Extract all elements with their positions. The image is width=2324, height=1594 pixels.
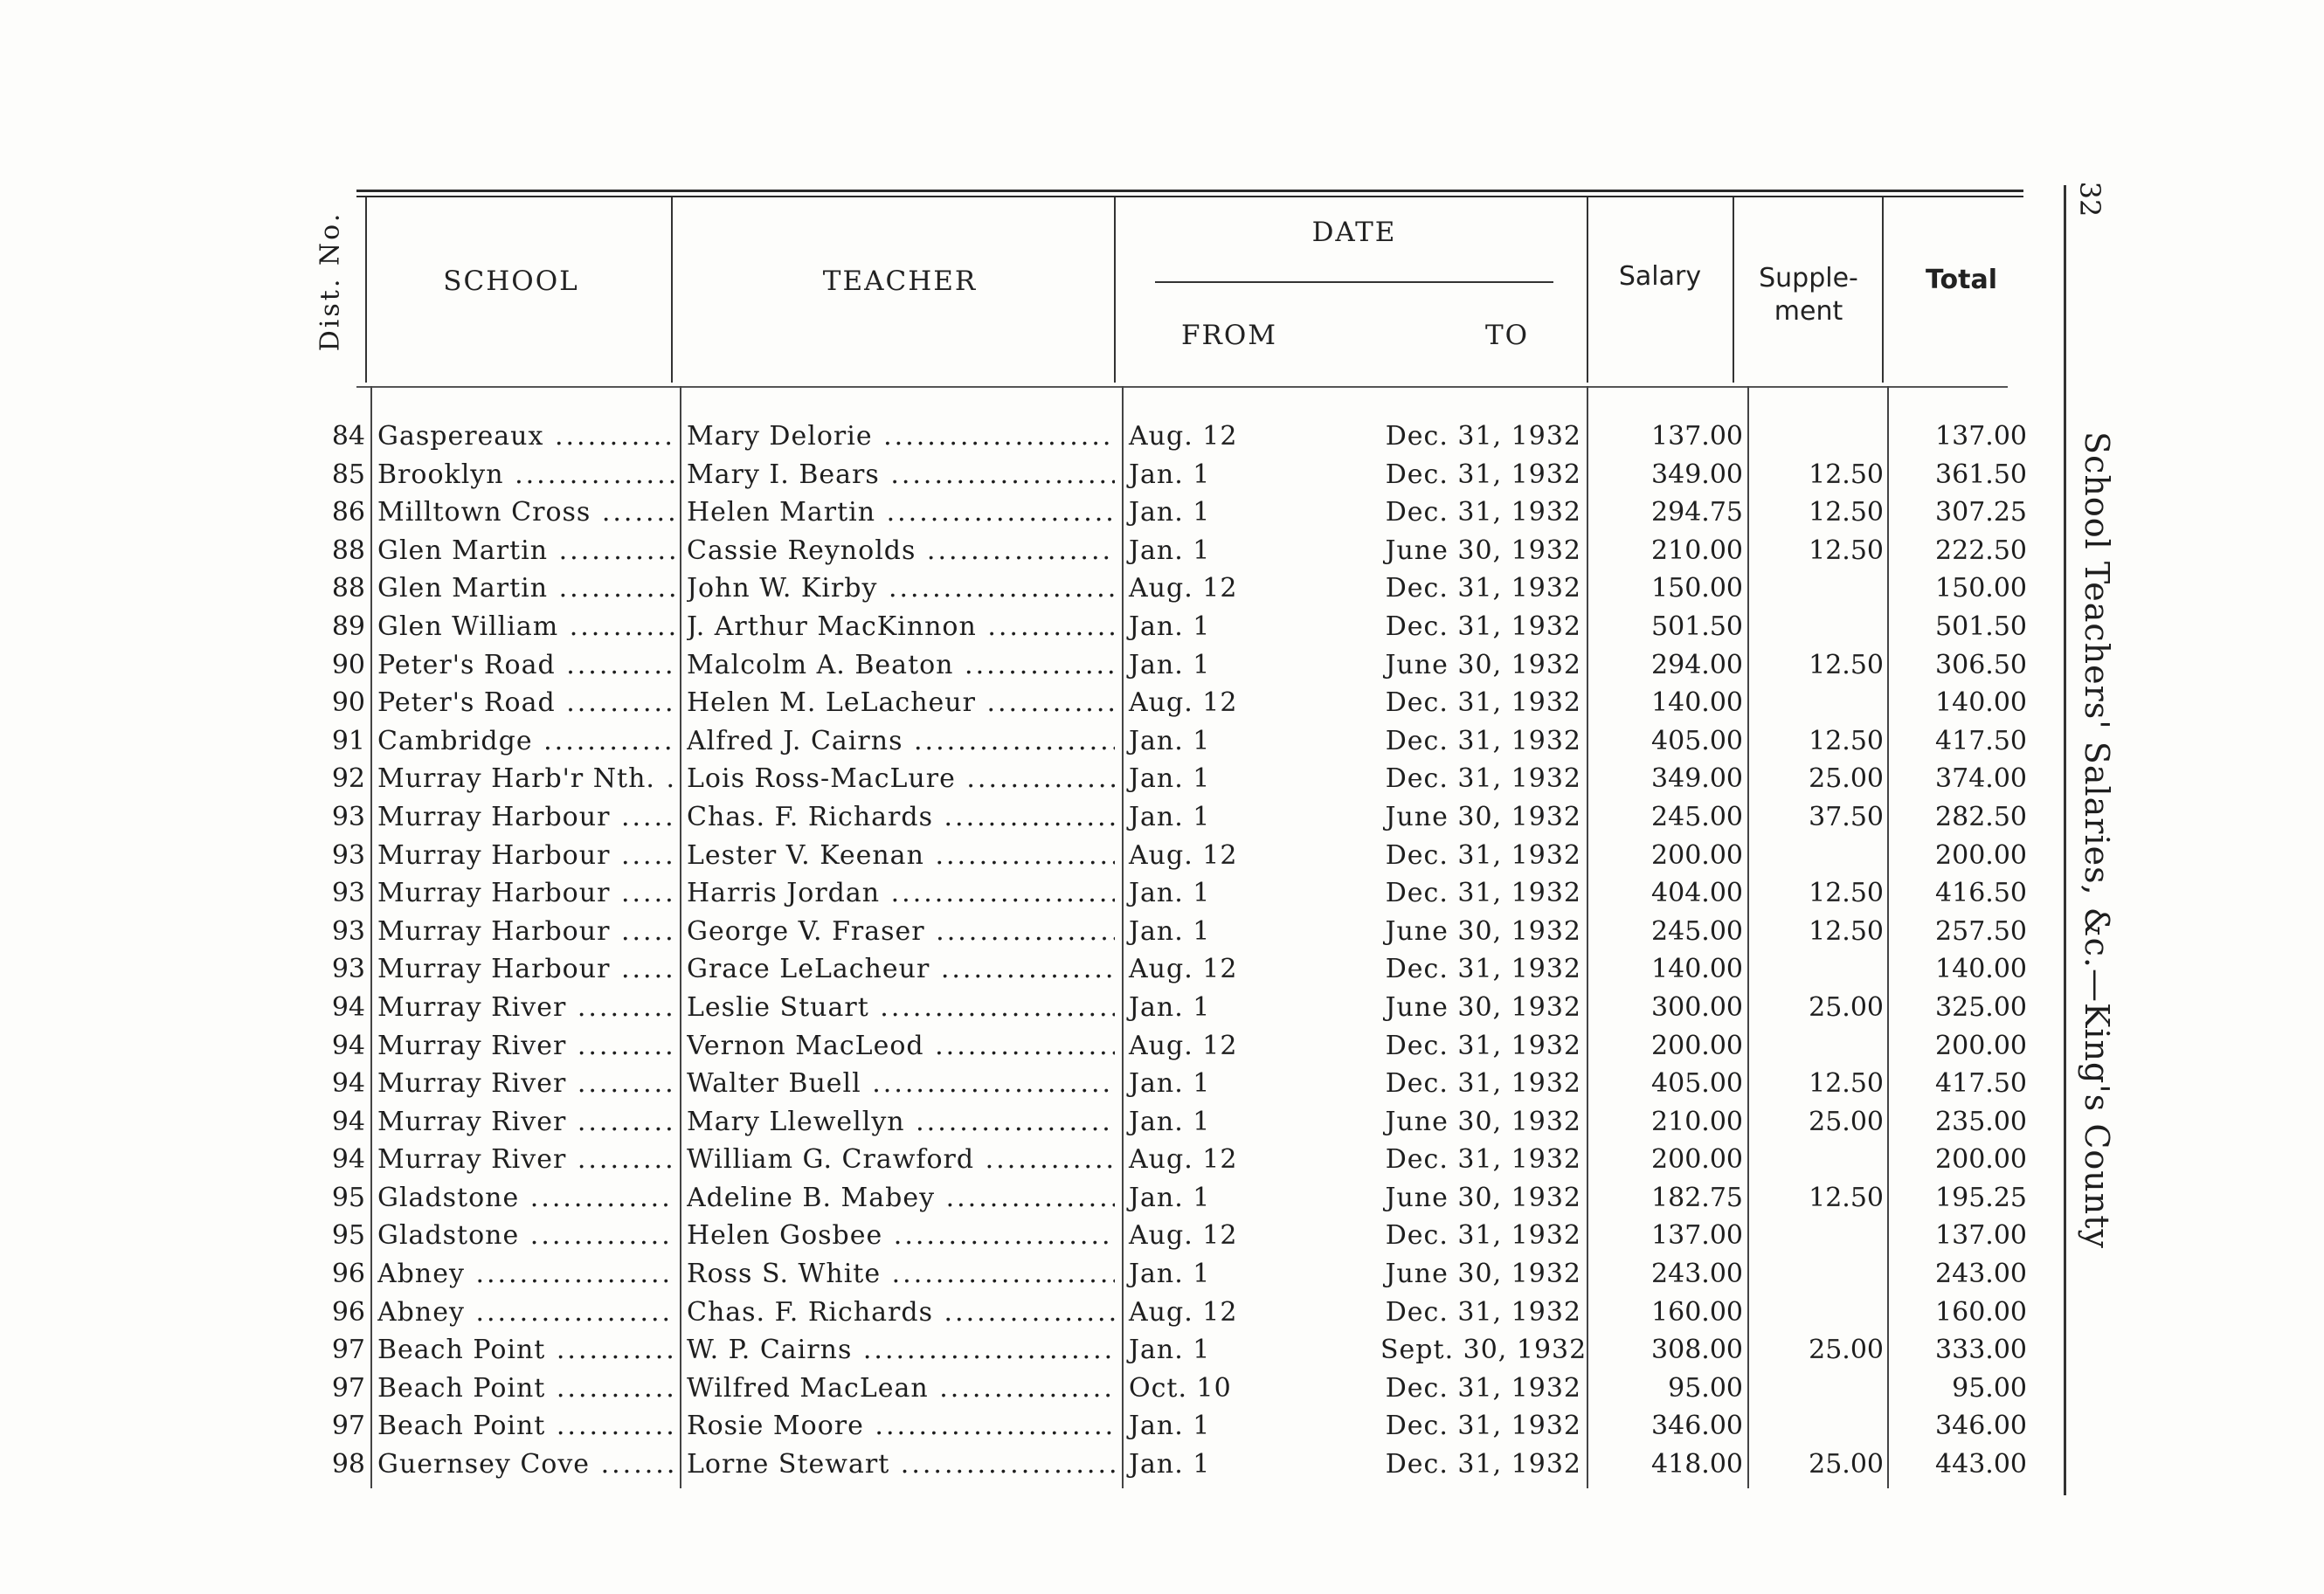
teacher-cell: William G. Crawford ..... [687, 1141, 1115, 1178]
salary-cell: 300.00 [1651, 991, 1743, 1023]
date-from-cell: Oct. 10 [1129, 1372, 1232, 1404]
school-header: SCHOOL [443, 266, 579, 297]
school-cell: Murray Harbour ..... [377, 874, 674, 912]
school-cell: Murray Harbour ..... [377, 913, 674, 950]
teacher-cell: Mary Llewellyn ..... [687, 1103, 1115, 1141]
total-cell: 416.50 [1935, 878, 2027, 909]
teacher-cell: Ross S. White ..... [687, 1255, 1115, 1293]
header-divider-date [1587, 197, 1588, 383]
teacher-cell: Helen Gosbee ..... [687, 1217, 1115, 1254]
supplement-cell: 12.50 [1809, 878, 1884, 909]
date-to-cell: June 30, 1932 [1385, 1259, 1581, 1290]
date-to-cell: Dec. 31, 1932 [1385, 611, 1581, 642]
teacher-cell: Walter Buell ..... [687, 1065, 1115, 1102]
header-divider-teacher [1114, 197, 1116, 383]
header-divider-dist [365, 197, 367, 383]
running-title: School Teachers' Salaries, &c.—King's County [2078, 431, 2116, 1249]
table-row [0, 1141, 2062, 1179]
table-row [0, 1103, 2062, 1142]
header-divider-school [671, 197, 673, 383]
total-cell: 361.50 [1935, 459, 2027, 490]
teacher-cell: J. Arthur MacKinnon ..... [687, 608, 1115, 645]
table-row [0, 456, 2062, 494]
date-from-cell: Aug. 12 [1129, 421, 1238, 452]
table-row [0, 1294, 2062, 1332]
date-from-cell: Jan. 1 [1129, 497, 1211, 528]
school-cell: Guernsey Cove ..... [377, 1446, 674, 1483]
supplement-cell: 25.00 [1809, 1106, 1884, 1137]
date-to-cell: Dec. 31, 1932 [1385, 1449, 1581, 1480]
dist-number-cell: 94 [331, 1106, 365, 1137]
teacher-cell: Leslie Stuart ..... [687, 989, 1115, 1026]
table-row [0, 722, 2062, 761]
date-to-cell: June 30, 1932 [1385, 915, 1581, 947]
salary-cell: 346.00 [1651, 1411, 1743, 1442]
teacher-cell: W. P. Cairns ..... [687, 1331, 1115, 1369]
school-cell: Murray River ..... [377, 1027, 674, 1065]
total-cell: 150.00 [1935, 573, 2027, 604]
total-cell: 137.00 [1935, 1220, 2027, 1252]
date-from-cell: Jan. 1 [1129, 725, 1211, 756]
dist-number-cell: 93 [331, 915, 365, 947]
supplement-cell: 25.00 [1809, 1335, 1884, 1366]
total-cell: 282.50 [1935, 801, 2027, 832]
date-to-cell: June 30, 1932 [1385, 991, 1581, 1023]
supplement-cell: 12.50 [1809, 649, 1884, 680]
table-row [0, 837, 2062, 875]
page-number: 32 [2073, 181, 2106, 217]
salary-cell: 243.00 [1651, 1259, 1743, 1290]
school-cell: Murray Harbour ..... [377, 950, 674, 988]
total-cell: 200.00 [1935, 1030, 2027, 1061]
school-cell: Murray Harb'r Nth. ..... [377, 760, 674, 797]
salary-cell: 349.00 [1651, 459, 1743, 490]
date-to-cell: Dec. 31, 1932 [1385, 1411, 1581, 1442]
header-bottom-rule [356, 386, 2008, 388]
date-header-rule [1155, 281, 1553, 283]
table-row [0, 493, 2062, 532]
salary-cell: 95.00 [1668, 1372, 1743, 1404]
date-from-cell: Jan. 1 [1129, 1068, 1211, 1100]
header-divider-supplement [1882, 197, 1884, 383]
school-cell: Glen Martin ..... [377, 532, 674, 569]
date-to-cell: Dec. 31, 1932 [1385, 1144, 1581, 1176]
total-cell: 417.50 [1935, 1068, 2027, 1100]
salary-cell: 349.00 [1651, 763, 1743, 795]
date-to-cell: Dec. 31, 1932 [1385, 573, 1581, 604]
total-cell: 443.00 [1935, 1449, 2027, 1480]
salary-table-body [0, 417, 2062, 1484]
date-to-cell: Sept. 30, 1932 [1380, 1335, 1587, 1366]
dist-number-cell: 90 [331, 649, 365, 680]
teacher-cell: George V. Fraser ..... [687, 913, 1115, 950]
salary-cell: 294.00 [1651, 649, 1743, 680]
dist-number-cell: 88 [331, 573, 365, 604]
dist-number-cell: 96 [331, 1259, 365, 1290]
supplement-cell: 12.50 [1809, 459, 1884, 490]
date-to-cell: Dec. 31, 1932 [1385, 1030, 1581, 1061]
date-to-cell: Dec. 31, 1932 [1385, 1372, 1581, 1404]
supplement-cell: 25.00 [1809, 1449, 1884, 1480]
total-cell: 306.50 [1935, 649, 2027, 680]
supplement-cell: 25.00 [1809, 991, 1884, 1023]
total-cell: 243.00 [1935, 1259, 2027, 1290]
dist-number-cell: 93 [331, 878, 365, 909]
table-row [0, 913, 2062, 951]
table-row [0, 1446, 2062, 1484]
salary-cell: 245.00 [1651, 801, 1743, 832]
salary-cell: 140.00 [1651, 687, 1743, 719]
teacher-cell: Vernon MacLeod ..... [687, 1027, 1115, 1065]
school-cell: Beach Point ..... [377, 1407, 674, 1445]
total-cell: 235.00 [1935, 1106, 2027, 1137]
date-from-cell: Jan. 1 [1129, 878, 1211, 909]
table-row [0, 1331, 2062, 1370]
date-from-cell: Aug. 12 [1129, 1220, 1238, 1252]
dist-no-header: Dist. No. [315, 210, 346, 352]
total-cell: 257.50 [1935, 915, 2027, 947]
date-to-cell: Dec. 31, 1932 [1385, 687, 1581, 719]
table-row [0, 798, 2062, 837]
salary-cell: 418.00 [1651, 1449, 1743, 1480]
teacher-header: TEACHER [822, 266, 978, 297]
date-to-cell: Dec. 31, 1932 [1385, 497, 1581, 528]
table-row [0, 1407, 2062, 1446]
date-header: DATE [1311, 217, 1397, 248]
date-from-cell: Jan. 1 [1129, 991, 1211, 1023]
top-double-rule [356, 190, 2023, 192]
total-cell: 137.00 [1935, 421, 2027, 452]
date-to-cell: Dec. 31, 1932 [1385, 878, 1581, 909]
table-row [0, 532, 2062, 570]
date-from-cell: Jan. 1 [1129, 763, 1211, 795]
school-cell: Murray Harbour ..... [377, 837, 674, 874]
table-row [0, 417, 2062, 456]
salary-cell: 501.50 [1651, 611, 1743, 642]
teacher-cell: Lois Ross-MacLure ..... [687, 760, 1115, 797]
date-from-cell: Aug. 12 [1129, 954, 1238, 985]
teacher-cell: Chas. F. Richards ..... [687, 1294, 1115, 1331]
school-cell: Cambridge ..... [377, 722, 674, 760]
school-cell: Glen Martin ..... [377, 569, 674, 607]
date-from-cell: Jan. 1 [1129, 915, 1211, 947]
teacher-cell: Helen Martin ..... [687, 493, 1115, 531]
dist-number-cell: 88 [331, 535, 365, 566]
salary-cell: 200.00 [1651, 1030, 1743, 1061]
date-from-cell: Aug. 12 [1129, 839, 1238, 871]
teacher-cell: Harris Jordan ..... [687, 874, 1115, 912]
date-from-cell: Jan. 1 [1129, 1411, 1211, 1442]
date-to-cell: June 30, 1932 [1385, 1182, 1581, 1213]
date-from-cell: Jan. 1 [1129, 535, 1211, 566]
salary-cell: 210.00 [1651, 1106, 1743, 1137]
date-to-cell: June 30, 1932 [1385, 535, 1581, 566]
teacher-cell: Helen M. LeLacheur ..... [687, 684, 1115, 721]
table-row [0, 608, 2062, 646]
total-cell: 346.00 [1935, 1411, 2027, 1442]
dist-number-cell: 90 [331, 687, 365, 719]
total-cell: 325.00 [1935, 991, 2027, 1023]
teacher-cell: Rosie Moore ..... [687, 1407, 1115, 1445]
school-cell: Peter's Road ..... [377, 684, 674, 721]
teacher-cell: Wilfred MacLean ..... [687, 1370, 1115, 1407]
dist-number-cell: 96 [331, 1296, 365, 1328]
school-cell: Murray River ..... [377, 1065, 674, 1102]
salary-cell: 140.00 [1651, 954, 1743, 985]
total-cell: 195.25 [1935, 1182, 2027, 1213]
date-from-cell: Jan. 1 [1129, 459, 1211, 490]
date-from-cell: Jan. 1 [1129, 1106, 1211, 1137]
dist-number-cell: 93 [331, 839, 365, 871]
table-row [0, 989, 2062, 1027]
date-from-cell: Jan. 1 [1129, 1449, 1211, 1480]
salary-cell: 245.00 [1651, 915, 1743, 947]
right-margin-rule [2064, 185, 2066, 1495]
dist-number-cell: 93 [331, 801, 365, 832]
table-row [0, 646, 2062, 685]
school-cell: Glen William ..... [377, 608, 674, 645]
date-to-cell: Dec. 31, 1932 [1385, 421, 1581, 452]
date-from-cell: Jan. 1 [1129, 801, 1211, 832]
date-to-cell: Dec. 31, 1932 [1385, 1220, 1581, 1252]
salary-cell: 182.75 [1651, 1182, 1743, 1213]
table-row [0, 874, 2062, 913]
salary-cell: 160.00 [1651, 1296, 1743, 1328]
school-cell: Abney ..... [377, 1255, 674, 1293]
date-to-cell: Dec. 31, 1932 [1385, 725, 1581, 756]
teacher-cell: Adeline B. Mabey ..... [687, 1179, 1115, 1217]
school-cell: Brooklyn ..... [377, 456, 674, 493]
supplement-cell: 12.50 [1809, 1182, 1884, 1213]
total-cell: 140.00 [1935, 954, 2027, 985]
teacher-cell: Alfred J. Cairns ..... [687, 722, 1115, 760]
dist-number-cell: 84 [331, 421, 365, 452]
table-row [0, 1370, 2062, 1408]
dist-number-cell: 93 [331, 954, 365, 985]
date-from-cell: Aug. 12 [1129, 1030, 1238, 1061]
total-cell: 95.00 [1952, 1372, 2027, 1404]
total-cell: 140.00 [1935, 687, 2027, 719]
dist-number-cell: 94 [331, 1068, 365, 1100]
school-cell: Murray River ..... [377, 989, 674, 1026]
teacher-cell: Mary Delorie ..... [687, 417, 1115, 455]
table-row [0, 569, 2062, 608]
date-from-cell: Aug. 12 [1129, 1296, 1238, 1328]
table-row [0, 1217, 2062, 1255]
teacher-cell: Mary I. Bears ..... [687, 456, 1115, 493]
from-header: FROM [1180, 320, 1277, 351]
salary-cell: 200.00 [1651, 1144, 1743, 1176]
table-row [0, 1255, 2062, 1294]
salary-cell: 210.00 [1651, 535, 1743, 566]
total-cell: 417.50 [1935, 725, 2027, 756]
dist-number-cell: 89 [331, 611, 365, 642]
school-cell: Gladstone ..... [377, 1217, 674, 1254]
salary-cell: 405.00 [1651, 1068, 1743, 1100]
school-cell: Beach Point ..... [377, 1370, 674, 1407]
date-from-cell: Aug. 12 [1129, 573, 1238, 604]
school-cell: Milltown Cross ..... [377, 493, 674, 531]
header-divider-salary [1733, 197, 1734, 383]
salary-cell: 137.00 [1651, 1220, 1743, 1252]
salary-cell: 150.00 [1651, 573, 1743, 604]
dist-number-cell: 97 [331, 1411, 365, 1442]
dist-number-cell: 98 [331, 1449, 365, 1480]
dist-number-cell: 94 [331, 1030, 365, 1061]
date-from-cell: Aug. 12 [1129, 687, 1238, 719]
supplement-cell: 12.50 [1809, 915, 1884, 947]
supplement-header-line1: Supple- [1759, 263, 1858, 293]
total-cell: 333.00 [1935, 1335, 2027, 1366]
date-to-cell: Dec. 31, 1932 [1385, 1068, 1581, 1100]
total-cell: 200.00 [1935, 1144, 2027, 1176]
supplement-cell: 37.50 [1809, 801, 1884, 832]
supplement-cell: 12.50 [1809, 497, 1884, 528]
salary-header: Salary [1618, 261, 1702, 292]
salary-cell: 308.00 [1651, 1335, 1743, 1366]
supplement-cell: 12.50 [1809, 725, 1884, 756]
dist-number-cell: 95 [331, 1220, 365, 1252]
total-cell: 501.50 [1935, 611, 2027, 642]
teacher-cell: Cassie Reynolds ..... [687, 532, 1115, 569]
date-to-cell: Dec. 31, 1932 [1385, 954, 1581, 985]
date-to-cell: Dec. 31, 1932 [1385, 1296, 1581, 1328]
school-cell: Abney ..... [377, 1294, 674, 1331]
date-from-cell: Jan. 1 [1129, 611, 1211, 642]
table-row [0, 1027, 2062, 1066]
salary-cell: 405.00 [1651, 725, 1743, 756]
date-to-cell: June 30, 1932 [1385, 1106, 1581, 1137]
total-header: Total [1926, 265, 1997, 295]
total-cell: 160.00 [1935, 1296, 2027, 1328]
date-to-cell: Dec. 31, 1932 [1385, 763, 1581, 795]
teacher-cell: Chas. F. Richards ..... [687, 798, 1115, 836]
table-row [0, 1179, 2062, 1218]
dist-number-cell: 94 [331, 1144, 365, 1176]
dist-number-cell: 91 [331, 725, 365, 756]
teacher-cell: Lester V. Keenan ..... [687, 837, 1115, 874]
salary-cell: 137.00 [1651, 421, 1743, 452]
school-cell: Gladstone ..... [377, 1179, 674, 1217]
table-row [0, 760, 2062, 798]
dist-number-cell: 95 [331, 1182, 365, 1213]
school-cell: Peter's Road ..... [377, 646, 674, 684]
date-to-cell: June 30, 1932 [1385, 649, 1581, 680]
teacher-cell: Malcolm A. Beaton ..... [687, 646, 1115, 684]
supplement-cell: 25.00 [1809, 763, 1884, 795]
dist-number-cell: 94 [331, 991, 365, 1023]
date-from-cell: Jan. 1 [1129, 649, 1211, 680]
supplement-header [1739, 262, 1878, 328]
dist-number-cell: 86 [331, 497, 365, 528]
date-from-cell: Jan. 1 [1129, 1182, 1211, 1213]
total-cell: 222.50 [1935, 535, 2027, 566]
supplement-cell: 12.50 [1809, 1068, 1884, 1100]
total-cell: 374.00 [1935, 763, 2027, 795]
teacher-cell: Grace LeLacheur ..... [687, 950, 1115, 988]
teacher-cell: John W. Kirby ..... [687, 569, 1115, 607]
dist-number-cell: 97 [331, 1372, 365, 1404]
dist-number-cell: 92 [331, 763, 365, 795]
table-row [0, 950, 2062, 989]
supplement-header-line2: ment [1774, 296, 1843, 327]
school-cell: Beach Point ..... [377, 1331, 674, 1369]
school-cell: Murray Harbour ..... [377, 798, 674, 836]
to-header: TO [1484, 320, 1530, 351]
date-from-cell: Aug. 12 [1129, 1144, 1238, 1176]
dist-number-cell: 97 [331, 1335, 365, 1366]
supplement-cell: 12.50 [1809, 535, 1884, 566]
school-cell: Murray River ..... [377, 1141, 674, 1178]
date-to-cell: June 30, 1932 [1385, 801, 1581, 832]
salary-cell: 200.00 [1651, 839, 1743, 871]
total-cell: 200.00 [1935, 839, 2027, 871]
date-from-cell: Jan. 1 [1129, 1259, 1211, 1290]
table-row [0, 1065, 2062, 1103]
date-to-cell: Dec. 31, 1932 [1385, 459, 1581, 490]
school-cell: Murray River ..... [377, 1103, 674, 1141]
total-cell: 307.25 [1935, 497, 2027, 528]
top-double-rule-inner [356, 196, 2023, 197]
school-cell: Gaspereaux ..... [377, 417, 674, 455]
date-to-cell: Dec. 31, 1932 [1385, 839, 1581, 871]
date-from-cell: Jan. 1 [1129, 1335, 1211, 1366]
salary-cell: 294.75 [1651, 497, 1743, 528]
table-row [0, 684, 2062, 722]
salary-cell: 404.00 [1651, 878, 1743, 909]
dist-number-cell: 85 [331, 459, 365, 490]
teacher-cell: Lorne Stewart ..... [687, 1446, 1115, 1483]
